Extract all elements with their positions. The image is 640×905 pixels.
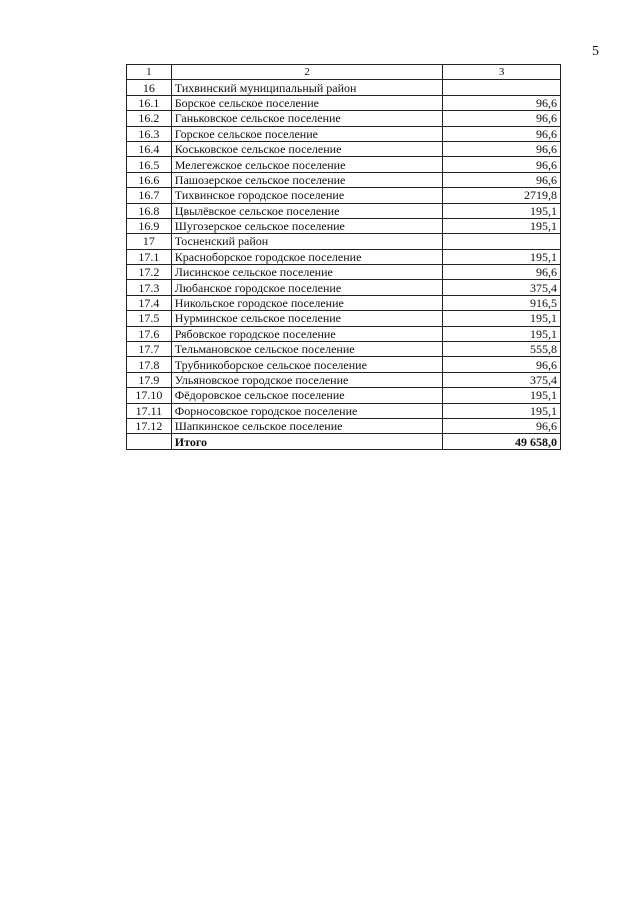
row-number: 16.8 [127, 203, 172, 218]
table-row [127, 372, 561, 387]
row-value: 96,6 [443, 172, 561, 187]
row-value: 195,1 [443, 203, 561, 218]
row-name: Пашозерское сельское поселение [171, 172, 443, 187]
row-name: Тихвинский муниципальный район [171, 80, 443, 95]
table-row [127, 326, 561, 341]
table-row [127, 357, 561, 372]
row-value: 195,1 [443, 403, 561, 418]
row-name: Шапкинское сельское поселение [171, 418, 443, 433]
row-number: 17.2 [127, 265, 172, 280]
table-row [127, 295, 561, 310]
row-name: Красноборское городское поселение [171, 249, 443, 264]
row-number: 16.3 [127, 126, 172, 141]
row-value: 96,6 [443, 95, 561, 110]
total-number [127, 434, 172, 449]
row-name: Любанское городское поселение [171, 280, 443, 295]
table-row [127, 80, 561, 95]
table-body [127, 65, 561, 450]
page-number: 5 [592, 44, 599, 59]
row-number: 17.6 [127, 326, 172, 341]
row-value: 2719,8 [443, 188, 561, 203]
header-col-3: 3 [443, 65, 561, 80]
table-row [127, 203, 561, 218]
row-number: 16.5 [127, 157, 172, 172]
row-number: 16.9 [127, 218, 172, 233]
row-number: 17.10 [127, 388, 172, 403]
row-name: Горское сельское поселение [171, 126, 443, 141]
row-number: 16.6 [127, 172, 172, 187]
row-name: Ганьковское сельское поселение [171, 111, 443, 126]
row-name: Тельмановское сельское поселение [171, 342, 443, 357]
total-value: 49 658,0 [443, 434, 561, 449]
row-name: Ульяновское городское поселение [171, 372, 443, 387]
row-name: Мелегежское сельское поселение [171, 157, 443, 172]
table-row [127, 311, 561, 326]
table-row [127, 280, 561, 295]
table-row [127, 172, 561, 187]
row-name: Трубникоборское сельское поселение [171, 357, 443, 372]
table-row [127, 265, 561, 280]
table-row [127, 249, 561, 264]
row-number: 17.1 [127, 249, 172, 264]
row-name: Фёдоровское сельское поселение [171, 388, 443, 403]
row-value: 96,6 [443, 157, 561, 172]
row-number: 16.4 [127, 141, 172, 156]
row-number: 16.1 [127, 95, 172, 110]
row-value: 96,6 [443, 265, 561, 280]
table-row [127, 218, 561, 233]
row-number: 17.4 [127, 295, 172, 310]
row-value [443, 80, 561, 95]
row-number: 17.7 [127, 342, 172, 357]
row-name: Тосненский район [171, 234, 443, 249]
table-row [127, 95, 561, 110]
row-name: Цвылёвское сельское поселение [171, 203, 443, 218]
row-value: 96,6 [443, 111, 561, 126]
row-number: 17.9 [127, 372, 172, 387]
row-number: 16.7 [127, 188, 172, 203]
row-value: 195,1 [443, 326, 561, 341]
row-value: 375,4 [443, 280, 561, 295]
row-value: 195,1 [443, 388, 561, 403]
allocation-table [126, 64, 561, 450]
row-name: Шугозерское сельское поселение [171, 218, 443, 233]
row-name: Борское сельское поселение [171, 95, 443, 110]
table-row [127, 157, 561, 172]
table-row [127, 234, 561, 249]
row-number: 17.8 [127, 357, 172, 372]
row-name: Тихвинское городское поселение [171, 188, 443, 203]
row-number: 17.3 [127, 280, 172, 295]
table-row [127, 342, 561, 357]
header-col-1: 1 [127, 65, 172, 80]
row-value: 195,1 [443, 249, 561, 264]
table-row [127, 188, 561, 203]
table-row [127, 403, 561, 418]
row-value: 96,6 [443, 141, 561, 156]
table-row [127, 418, 561, 433]
table-row [127, 388, 561, 403]
row-value: 195,1 [443, 218, 561, 233]
row-number: 17.12 [127, 418, 172, 433]
total-label: Итого [171, 434, 443, 449]
table-row [127, 141, 561, 156]
row-number: 17 [127, 234, 172, 249]
row-value [443, 234, 561, 249]
row-value: 555,8 [443, 342, 561, 357]
row-value: 96,6 [443, 418, 561, 433]
row-number: 16 [127, 80, 172, 95]
row-value: 375,4 [443, 372, 561, 387]
header-col-2: 2 [171, 65, 443, 80]
row-name: Рябовское городское поселение [171, 326, 443, 341]
row-name: Лисинское сельское поселение [171, 265, 443, 280]
table-header-row [127, 65, 561, 80]
row-value: 96,6 [443, 357, 561, 372]
row-name: Коськовское сельское поселение [171, 141, 443, 156]
row-value: 916,5 [443, 295, 561, 310]
row-value: 96,6 [443, 126, 561, 141]
row-name: Форносовское городское поселение [171, 403, 443, 418]
row-number: 17.11 [127, 403, 172, 418]
row-name: Нурминское сельское поселение [171, 311, 443, 326]
row-name: Никольское городское поселение [171, 295, 443, 310]
table-row [127, 126, 561, 141]
row-value: 195,1 [443, 311, 561, 326]
table-row [127, 111, 561, 126]
row-number: 16.2 [127, 111, 172, 126]
row-number: 17.5 [127, 311, 172, 326]
total-row [127, 434, 561, 449]
